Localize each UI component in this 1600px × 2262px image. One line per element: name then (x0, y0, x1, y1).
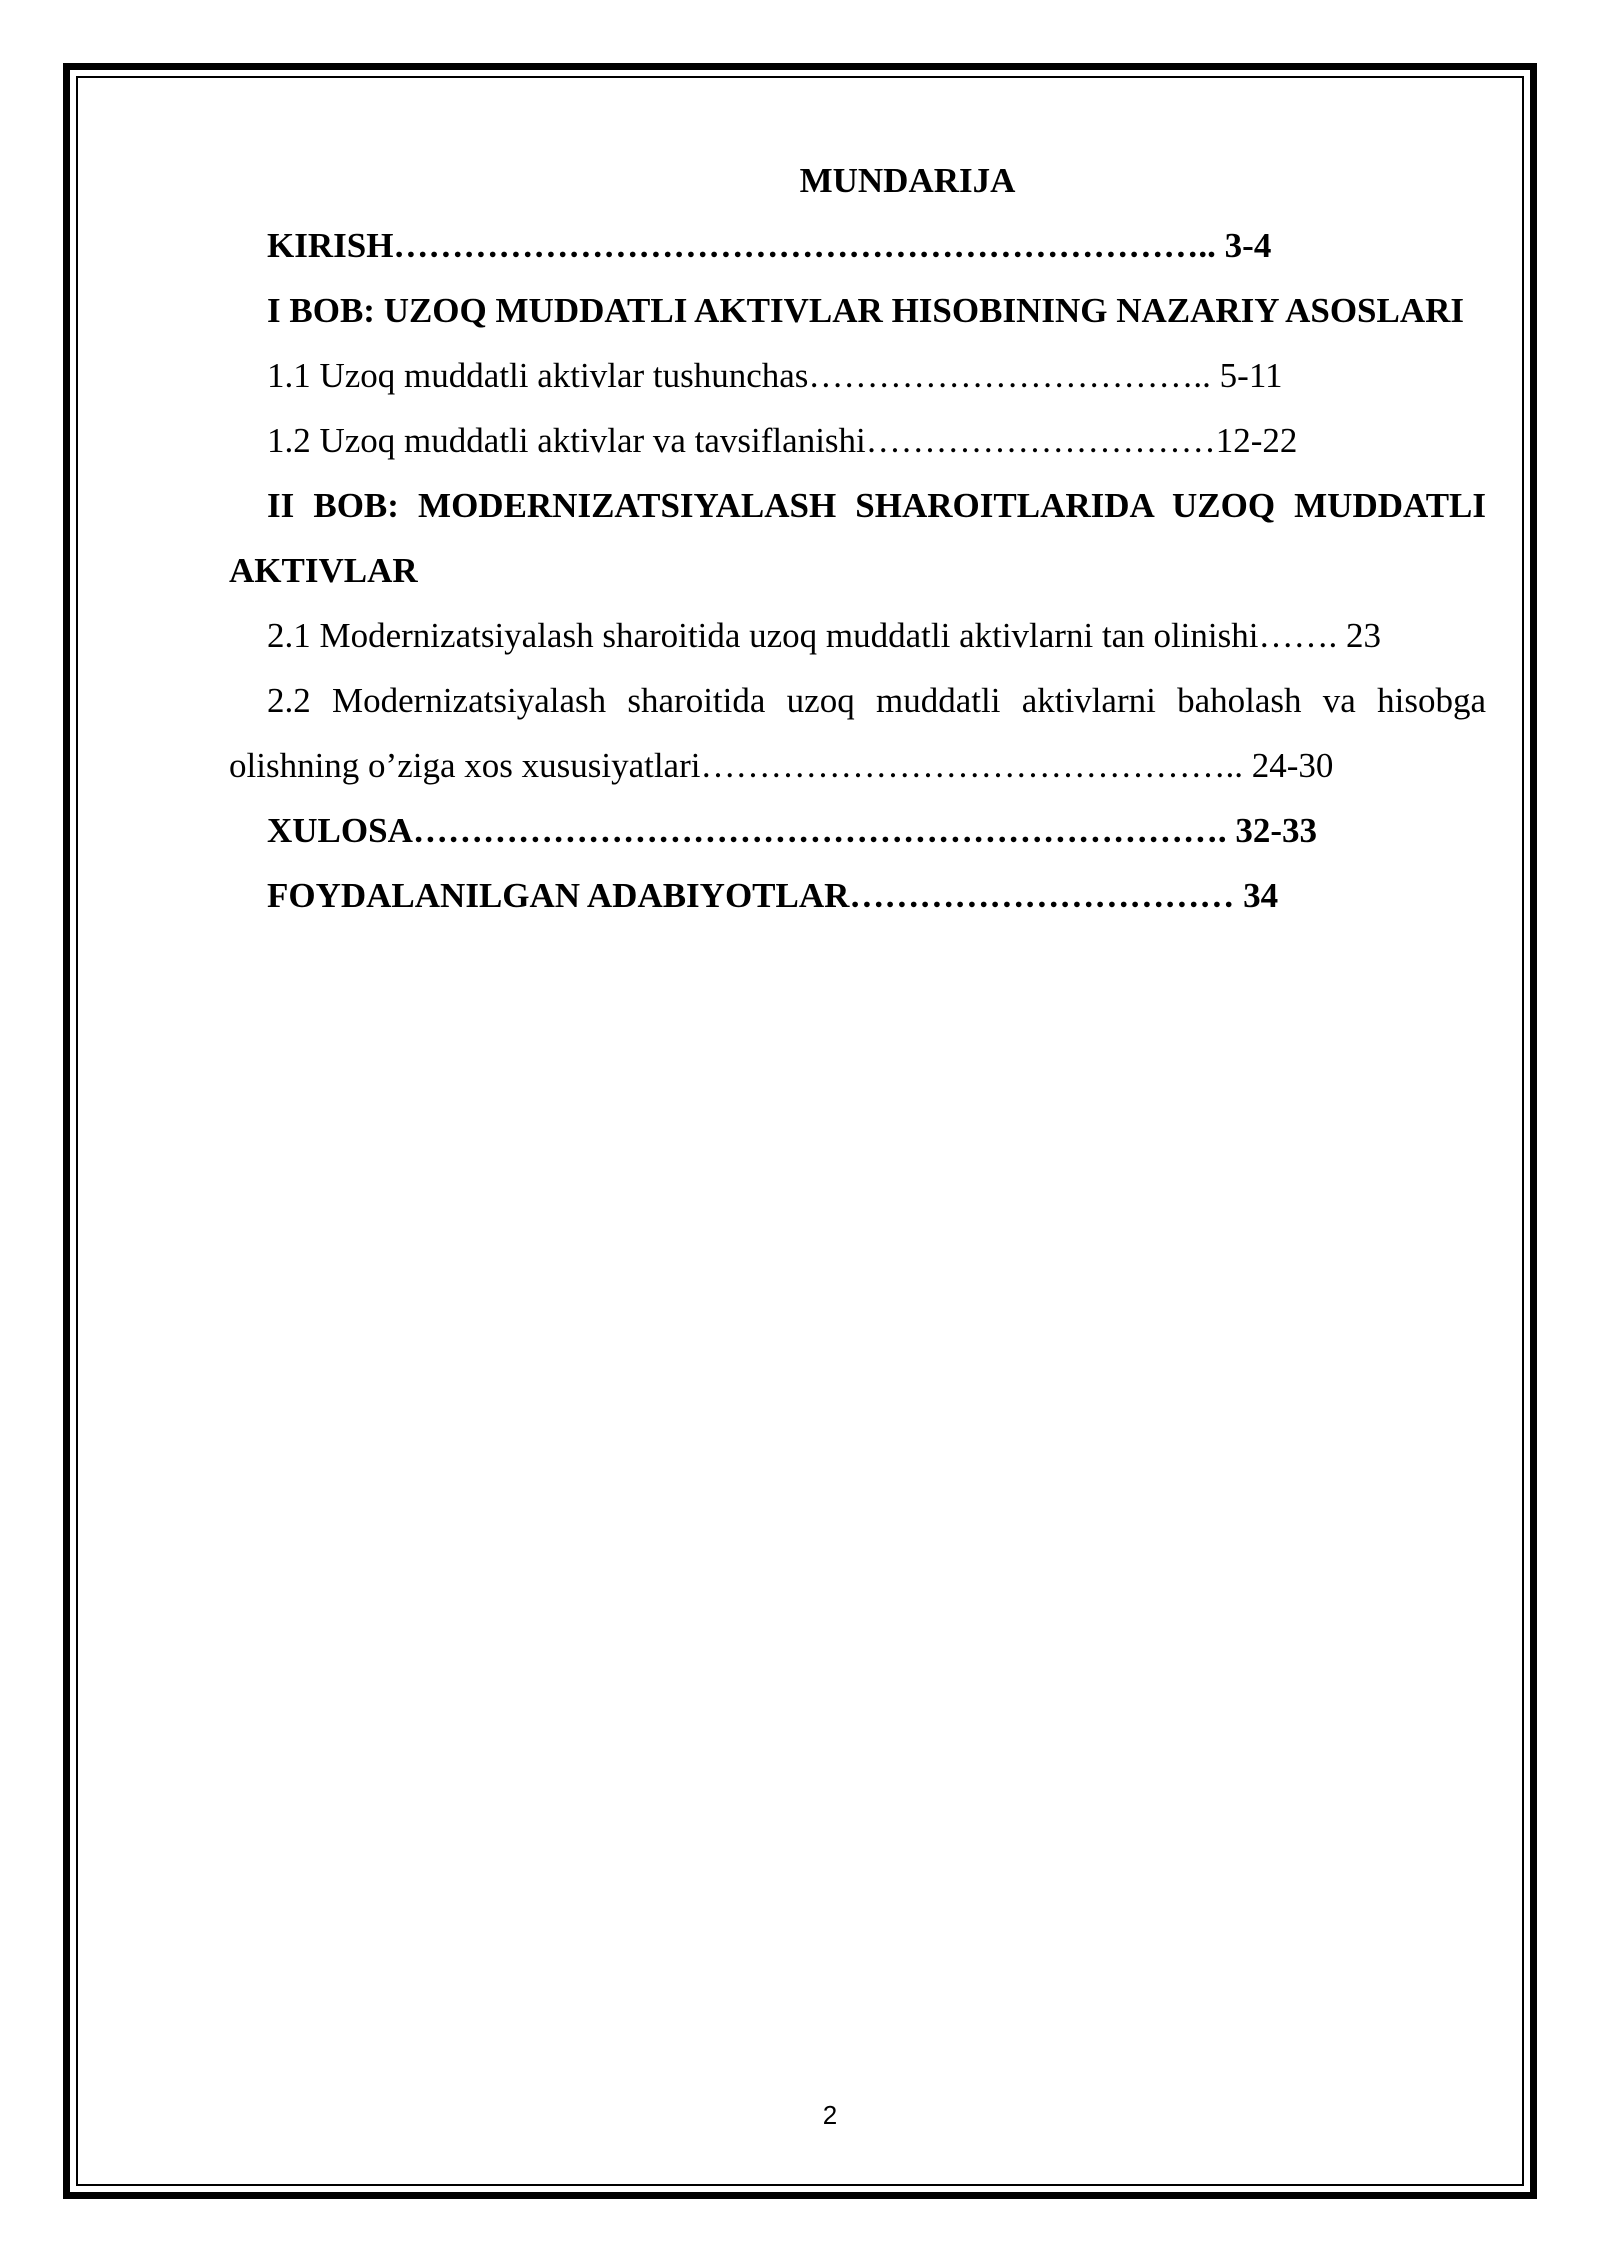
table-of-contents (229, 148, 1486, 928)
page-number: 2 (822, 2100, 838, 2130)
toc-entry-references: FOYDALANILGAN ADABIYOTLAR…………………………… 34 (267, 876, 1279, 915)
toc-entry-section-1-2: 1.2 Uzoq muddatli aktivlar va tavsiflanishi…………………………12-22 (267, 421, 1298, 460)
toc-title: MUNDARIJA (799, 161, 1016, 200)
toc-entry-chapter-1: I BOB: UZOQ MUDDATLI AKTIVLAR HISOBINING NAZARIY ASOSLARI (267, 291, 1465, 330)
toc-entry-section-2-1: 2.1 Modernizatsiyalash sharoitida uzoq muddatli aktivlarni tan olinishi……. 23 (267, 616, 1381, 655)
toc-entry-xulosa: XULOSA……………………………………………………………. 32-33 (267, 811, 1318, 850)
toc-entry-section-1-1: 1.1 Uzoq muddatli aktivlar tushunchas…………………………….. 5-11 (267, 356, 1283, 395)
toc-entry-kirish: KIRISH…………………………………………………………….. 3-4 (267, 226, 1272, 265)
toc-entry-chapter-2: II BOB: MODERNIZATSIYALASH SHAROITLARIDA UZOQ MUDDATLI AKTIVLAR (229, 486, 1486, 590)
toc-entry-section-2-2: 2.2 Modernizatsiyalash sharoitida uzoq muddatli aktivlarni baholash va hisobga olishning o’ziga xos xususiyatlari……………………………………….. 24-30 (229, 681, 1486, 785)
